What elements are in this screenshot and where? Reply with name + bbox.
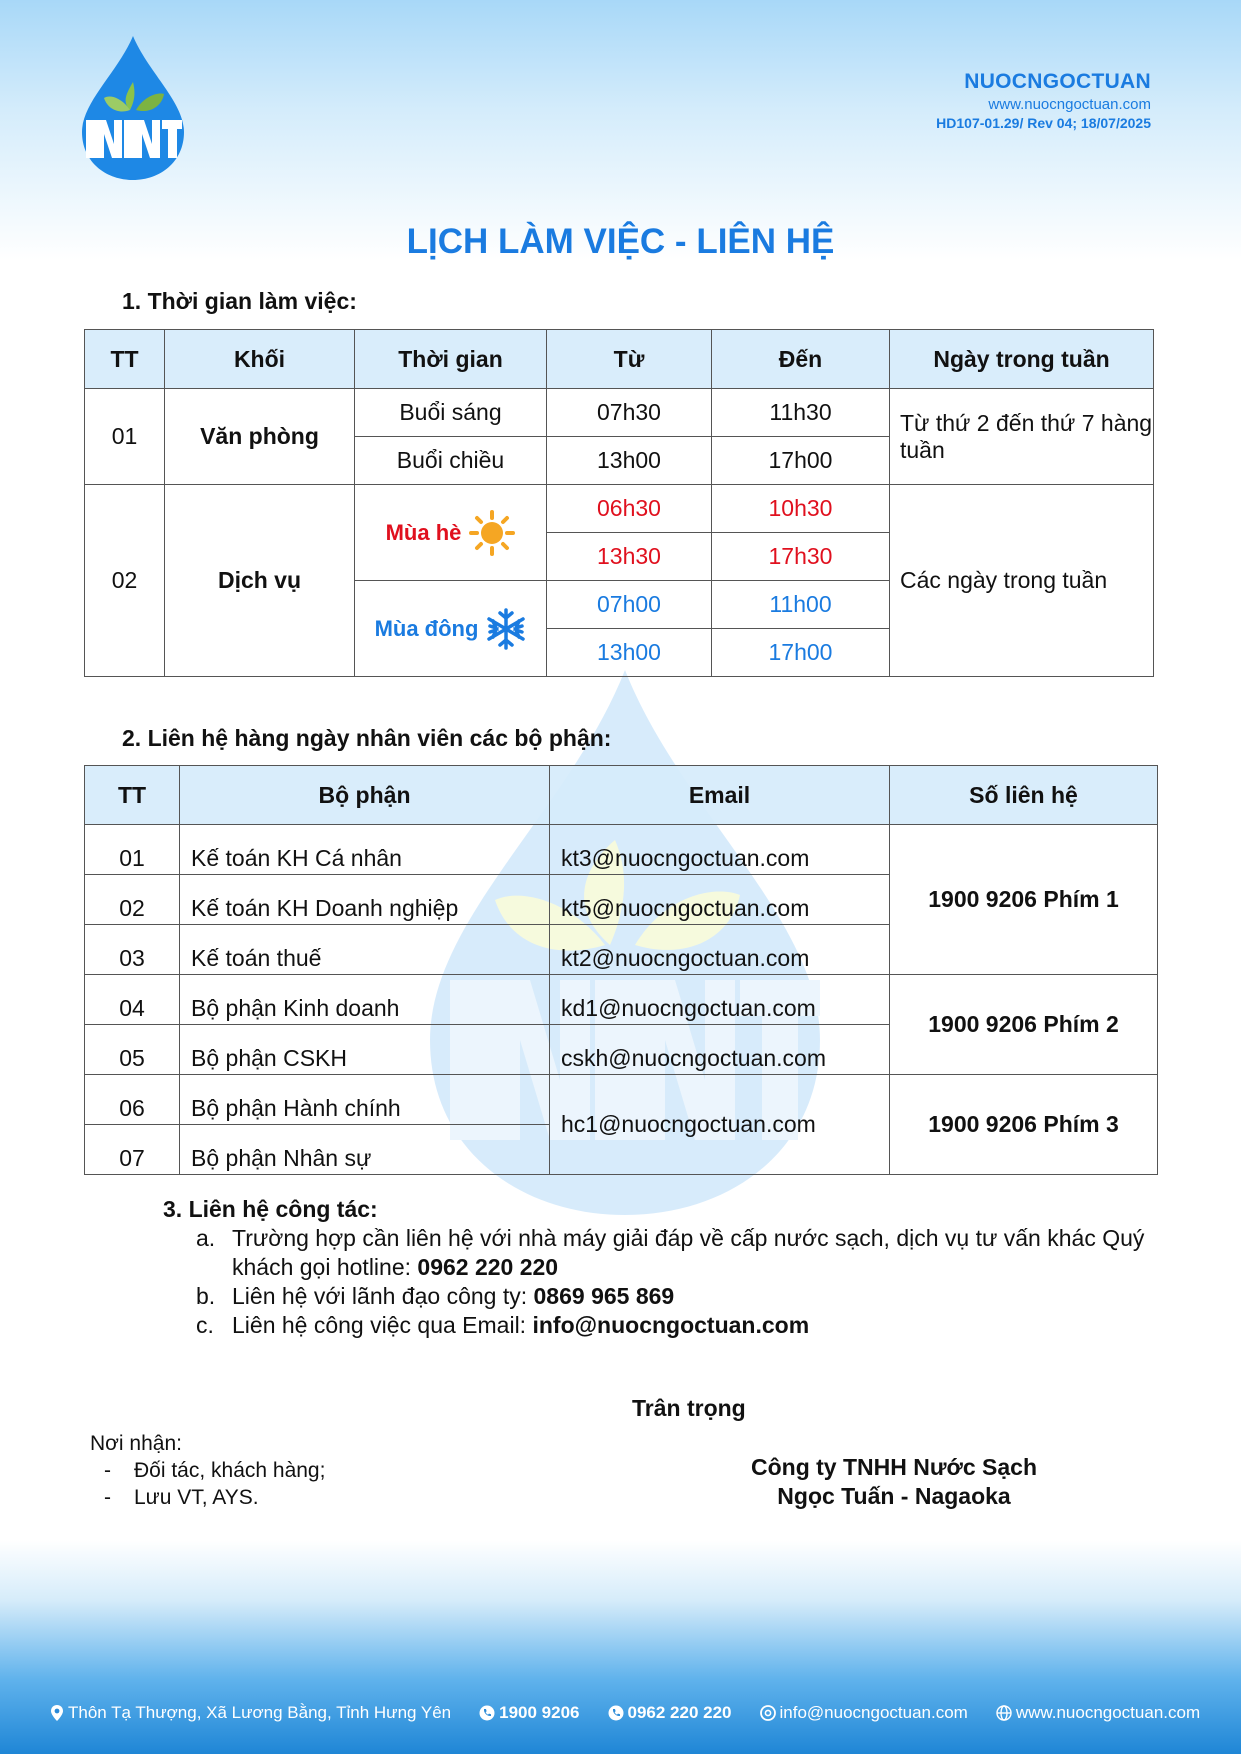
contact-phone: 1900 9206 Phím 1	[890, 825, 1158, 975]
phone-icon	[479, 1705, 495, 1721]
footer-website-text: www.nuocngoctuan.com	[1015, 1703, 1201, 1722]
department-name: Bộ phận Hành chính	[180, 1075, 550, 1125]
list-text: Liên hệ công việc qua Email:	[232, 1312, 533, 1338]
column-header: Đến	[712, 330, 890, 389]
table-row	[85, 825, 1158, 875]
footer	[50, 1703, 1200, 1723]
signature	[700, 1453, 1088, 1511]
footer-website[interactable]	[996, 1703, 1200, 1723]
weekdays: Các ngày trong tuần	[890, 485, 1154, 677]
table-header-row	[85, 330, 1154, 389]
column-header: TT	[85, 330, 165, 389]
winter-season	[355, 581, 547, 677]
footer-phone2-text: 0962 220 220	[627, 1703, 732, 1722]
section1-heading: 1. Thời gian làm việc:	[122, 288, 357, 314]
department-name: Kế toán thuế	[180, 925, 550, 975]
table-header-row	[85, 766, 1158, 825]
section2-heading: 2. Liên hệ hàng ngày nhân viên các bộ phận:	[122, 725, 612, 751]
company-logo	[78, 32, 188, 182]
table-row	[85, 485, 1154, 533]
time-period: Buổi chiều	[355, 437, 547, 485]
snowflake-icon	[486, 608, 526, 650]
water-drop-logo-icon	[78, 32, 188, 182]
list-marker: c.	[196, 1312, 214, 1338]
column-header: TT	[85, 766, 180, 825]
company-name: NUOCNGOCTUAN	[964, 70, 1151, 93]
column-header: Khối	[165, 330, 355, 389]
row-number: 02	[85, 485, 165, 677]
column-header: Số liên hệ	[890, 766, 1158, 825]
contact-phone: 1900 9206 Phím 2	[890, 975, 1158, 1075]
department-name: Bộ phận Nhân sự	[180, 1125, 550, 1175]
time-period: Buổi sáng	[355, 389, 547, 437]
time-from: 13h00	[547, 629, 712, 677]
list-marker: a.	[196, 1225, 216, 1251]
signature-line: Công ty TNHH Nước Sạch	[750, 1454, 1038, 1480]
footer-email[interactable]	[760, 1703, 968, 1723]
footer-phone1-text: 1900 9206	[499, 1703, 580, 1722]
list-marker: b.	[196, 1283, 216, 1309]
recipients-label: Nơi nhận:	[90, 1432, 182, 1455]
time-from: 06h30	[547, 485, 712, 533]
phone-icon	[608, 1705, 624, 1721]
column-header: Ngày trong tuần	[890, 330, 1154, 389]
list-item: - Lưu VT, AYS.	[104, 1486, 259, 1509]
weekdays: Từ thứ 2 đến thứ 7 hàng tuần	[890, 389, 1154, 485]
table-row	[85, 975, 1158, 1025]
time-to: 17h00	[712, 437, 890, 485]
summer-season	[355, 485, 547, 581]
location-pin-icon	[50, 1704, 64, 1722]
contact-phone: 1900 9206 Phím 3	[890, 1075, 1158, 1175]
department-email[interactable]: kt2@nuocngoctuan.com	[550, 925, 890, 975]
row-number: 07	[85, 1125, 180, 1175]
time-from: 07h00	[547, 581, 712, 629]
recipient: Đối tác, khách hàng;	[134, 1459, 326, 1482]
footer-phone1[interactable]	[479, 1703, 579, 1723]
recipients	[90, 1430, 325, 1511]
document-code: HD107-01.29/ Rev 04; 18/07/2025	[936, 115, 1151, 131]
list-text: Liên hệ với lãnh đạo công ty:	[232, 1283, 534, 1309]
table-row	[85, 389, 1154, 437]
time-to: 17h00	[712, 629, 890, 677]
department-contacts-table	[84, 765, 1158, 1175]
globe-icon	[996, 1705, 1012, 1721]
row-number: 05	[85, 1025, 180, 1075]
department-email[interactable]: kt5@nuocngoctuan.com	[550, 875, 890, 925]
company-website[interactable]: www.nuocngoctuan.com	[988, 96, 1151, 113]
section3-heading: 3. Liên hệ công tác:	[163, 1196, 378, 1222]
time-to: 11h00	[712, 581, 890, 629]
department-email[interactable]: hc1@nuocngoctuan.com	[550, 1075, 890, 1175]
table-row	[85, 1075, 1158, 1125]
sun-icon	[469, 510, 515, 556]
time-to: 17h30	[712, 533, 890, 581]
list-item: - Đối tác, khách hàng;	[104, 1459, 326, 1482]
leader-phone[interactable]: 0869 965 869	[533, 1283, 675, 1309]
winter-label: Mùa đông	[374, 615, 479, 641]
footer-phone2[interactable]	[608, 1703, 732, 1723]
hotline-number[interactable]: 0962 220 220	[417, 1254, 559, 1280]
time-from: 07h30	[547, 389, 712, 437]
department-name: Bộ phận Kinh doanh	[180, 975, 550, 1025]
summer-label: Mùa hè	[385, 519, 462, 545]
column-header: Email	[550, 766, 890, 825]
footer-address	[50, 1703, 451, 1723]
department-name: Bộ phận CSKH	[180, 1025, 550, 1075]
department-name: Kế toán KH Cá nhân	[180, 825, 550, 875]
list-item	[163, 1311, 1192, 1340]
row-number: 06	[85, 1075, 180, 1125]
row-number: 03	[85, 925, 180, 975]
column-header: Thời gian	[355, 330, 547, 389]
footer-email-text: info@nuocngoctuan.com	[779, 1703, 968, 1722]
company-info	[936, 70, 1151, 131]
list-text: Trường hợp cần liên hệ với nhà máy giải đáp về cấp nước sạch, dịch vụ tư vấn khác Quý khách gọi hotline:	[232, 1225, 1145, 1280]
time-to: 10h30	[712, 485, 890, 533]
row-number: 02	[85, 875, 180, 925]
column-header: Bộ phận	[180, 766, 550, 825]
section3	[163, 1195, 1192, 1340]
contact-email[interactable]: info@nuocngoctuan.com	[532, 1312, 810, 1338]
block-name: Dịch vụ	[165, 485, 355, 677]
recipient: Lưu VT, AYS.	[134, 1486, 259, 1509]
department-email[interactable]: kd1@nuocngoctuan.com	[550, 975, 890, 1025]
working-hours-table	[84, 329, 1154, 677]
time-from: 13h30	[547, 533, 712, 581]
department-email[interactable]: cskh@nuocngoctuan.com	[550, 1025, 890, 1075]
page-title: LỊCH LÀM VIỆC - LIÊN HỆ	[406, 222, 835, 261]
signature-line: Ngọc Tuấn - Nagaoka	[777, 1483, 1011, 1509]
block-name: Văn phòng	[165, 389, 355, 485]
department-email[interactable]: kt3@nuocngoctuan.com	[550, 825, 890, 875]
row-number: 01	[85, 825, 180, 875]
list-item	[163, 1282, 1192, 1311]
regards: Trân trọng	[632, 1395, 746, 1421]
row-number: 04	[85, 975, 180, 1025]
time-to: 11h30	[712, 389, 890, 437]
row-number: 01	[85, 389, 165, 485]
email-icon	[760, 1705, 776, 1721]
time-from: 13h00	[547, 437, 712, 485]
department-name: Kế toán KH Doanh nghiệp	[180, 875, 550, 925]
footer-address-text: Thôn Tạ Thượng, Xã Lương Bằng, Tỉnh Hưng Yên	[68, 1703, 452, 1722]
column-header: Từ	[547, 330, 712, 389]
list-item	[163, 1224, 1192, 1282]
